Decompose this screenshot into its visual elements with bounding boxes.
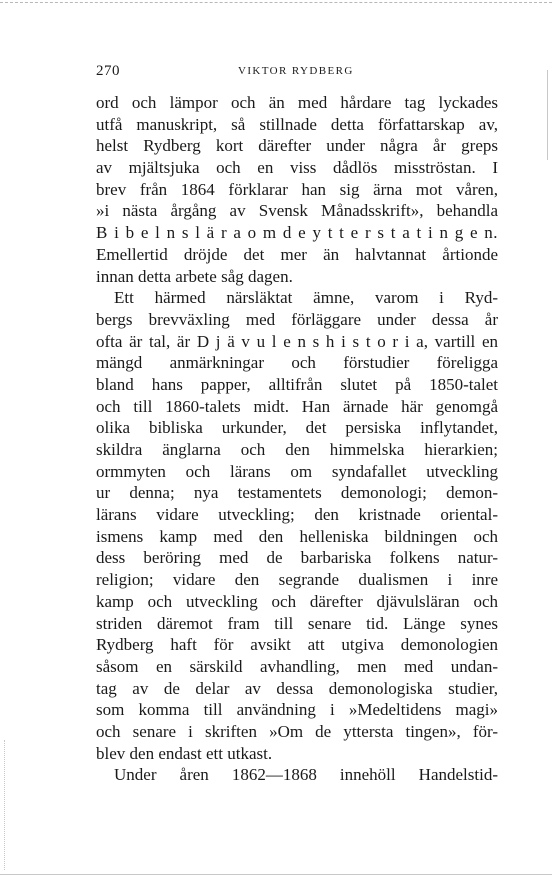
text-line: tag av de delar av dessa demonologiska studier,: [96, 678, 498, 698]
running-title: VIKTOR RYDBERG: [238, 65, 354, 77]
text-line: kamp och utveckling och därefter djävulsläran och: [96, 591, 498, 611]
text-line: ormmyten och lärans om syndafallet utveckling: [96, 461, 498, 481]
text-line: av mjältsjuka och en viss dådlös misströstan. I: [96, 158, 498, 178]
text-line: ismens kamp med den helleniska bildningen och: [96, 526, 498, 546]
left-scan-edge: [4, 740, 5, 870]
page-number: 270: [96, 63, 120, 79]
text-line: och till 1860-talets midt. Han ärnade här genomgå: [96, 396, 498, 416]
paragraph-start-line: Ett härmed närsläktat ämne, varom i Ryd-: [114, 288, 498, 308]
paragraph-end-line: blev den endast ett utkast.: [96, 743, 273, 763]
text-line: helst Rydberg kort därefter under några år greps: [96, 136, 498, 156]
text-line: olika bibliska urkunder, det persiska inflytandet,: [96, 418, 498, 438]
text-line: Rydberg haft för avsikt att utgiva demonologien: [96, 635, 498, 655]
text-line: mängd anmärkningar och förstudier föreligga: [96, 353, 498, 373]
text-line: dess beröring med de barbariska folkens natur-: [96, 548, 498, 568]
text-line: lärans vidare utveckling; den kristnade oriental-: [96, 505, 498, 525]
text-line: ord och lämpor och än med hårdare tag lyckades: [96, 93, 498, 112]
text-line: skildra änglarna och den himmelska hierarkien;: [96, 440, 498, 459]
right-scan-edge: [547, 70, 548, 160]
paragraph-end-line: innan detta arbete såg dagen.: [96, 266, 293, 286]
text-line: striden däremot fram till senare tid. Länge synes: [96, 613, 498, 633]
text-line: B i b e l n s l ä r a o m d e y t t e r s t a t i n g e n.: [96, 223, 498, 243]
text-line: ofta är tal, är D j ä v u l e n s h i s t o r i a, vartill en: [96, 331, 498, 351]
text-line: religion; vidare den segrande dualismen i inre: [96, 570, 498, 590]
text-line: och senare i skriften »Om de yttersta tingen», för-: [96, 721, 498, 741]
text-line: Emellertid dröjde det mer än halvtannat årtionde: [96, 244, 498, 264]
top-scan-edge: [0, 2, 552, 3]
paragraph-start-line: Under åren 1862—1868 innehöll Handelstid-: [114, 765, 498, 785]
text-line: brev från 1864 förklarar han sig ärna mot våren,: [96, 179, 498, 199]
text-line: utfå manuskript, så stillnade detta författarskap av,: [96, 114, 498, 134]
text-line: bland hans papper, alltifrån slutet på 1850-talet: [96, 374, 498, 394]
bottom-scan-edge: [0, 874, 552, 875]
text-line: såsom en särskild avhandling, men med undan-: [96, 656, 498, 676]
text-line: som komma till användning i »Medeltidens magi»: [96, 700, 498, 720]
page-header: [96, 63, 498, 83]
text-line: bergs brevväxling med förläggare under dessa år: [96, 309, 498, 329]
text-line: »i nästa årgång av Svensk Månadsskrift», behandla: [96, 201, 498, 221]
text-line: ur denna; nya testamentets demonologi; demon-: [96, 483, 498, 503]
body-text: [96, 92, 498, 786]
